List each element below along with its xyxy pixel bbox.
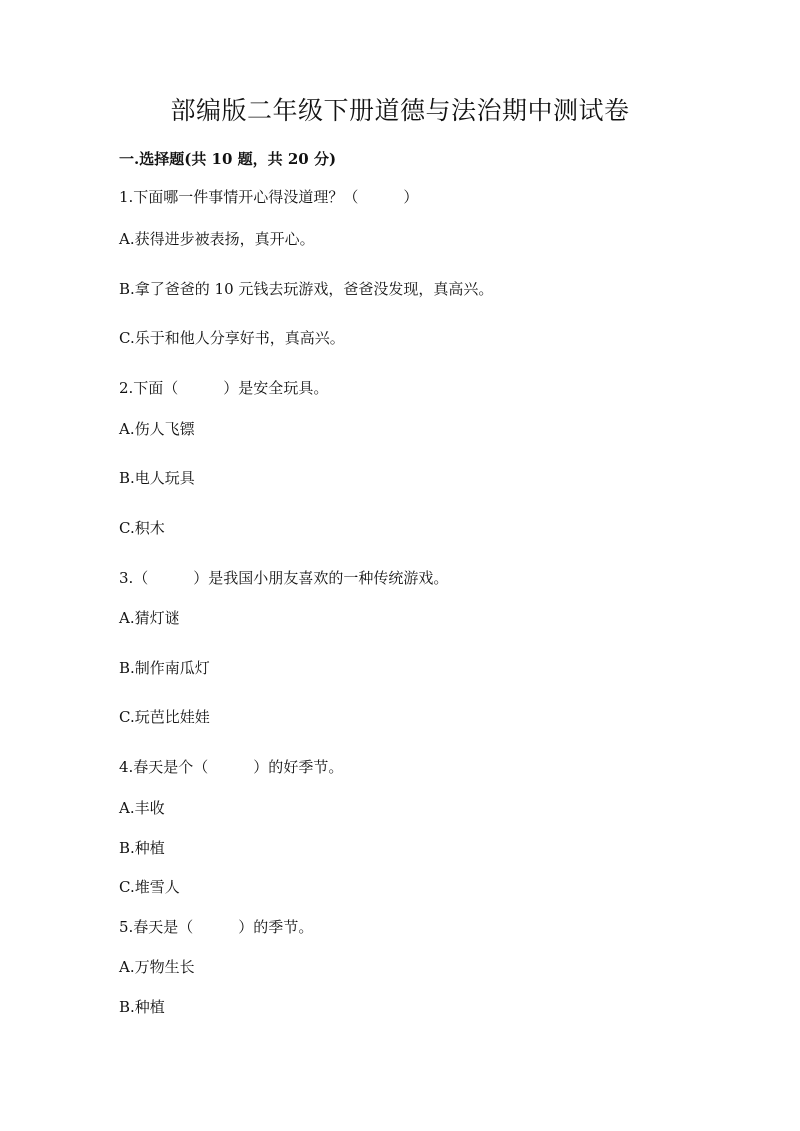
question-stem: 4.春天是个（ ）的好季节。 [119,758,344,776]
option-a: A.猜灯谜 [119,609,180,627]
question-stem: 2.下面（ ）是安全玩具。 [119,379,329,397]
option-a: A.伤人飞镖 [119,420,195,438]
option-a: A.丰收 [119,799,165,817]
question-stem: 5.春天是（ ）的季节。 [119,918,314,936]
option-b: B.种植 [119,839,165,857]
section-heading: 一.选择题(共 10 题，共 20 分) [119,150,337,168]
option-c: C.乐于和他人分享好书，真高兴。 [119,329,345,347]
option-c: C.玩芭比娃娃 [119,708,210,726]
option-c: C.堆雪人 [119,878,180,896]
option-b: B.种植 [119,998,165,1016]
question-stem: 1.下面哪一件事情开心得没道理？（ ） [119,188,419,206]
option-a: A.万物生长 [119,958,195,976]
option-a: A.获得进步被表扬，真开心。 [119,230,315,248]
document-title: 部编版二年级下册道德与法治期中测试卷 [170,96,630,125]
option-b: B.制作南瓜灯 [119,659,210,677]
option-b: B.电人玩具 [119,469,195,487]
option-c: C.积木 [119,519,165,537]
option-b: B.拿了爸爸的 10 元钱去玩游戏，爸爸没发现，真高兴。 [119,280,494,298]
question-stem: 3.（ ）是我国小朋友喜欢的一种传统游戏。 [119,569,449,587]
